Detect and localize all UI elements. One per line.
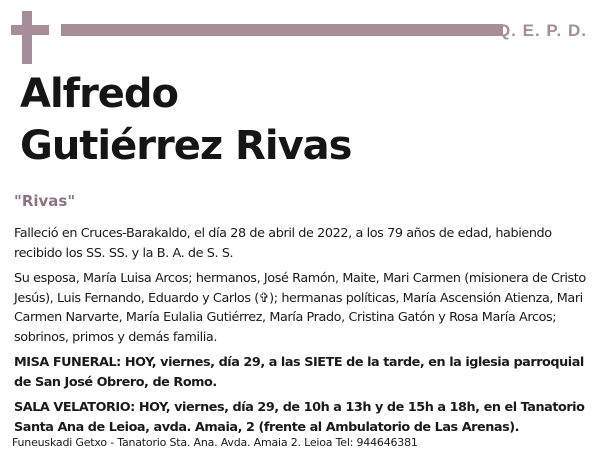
first-name: Alfredo (20, 71, 179, 117)
header-divider (61, 24, 503, 36)
nickname: "Rivas" (14, 192, 76, 210)
death-notice: Falleció en Cruces-Barakaldo, el día 28 de abril de 2022, a los 79 años de edad, habiendo recibido los SS. SS. y la B. A. de S. S. (14, 226, 552, 261)
cross-icon (11, 11, 49, 64)
obituary-body (14, 224, 586, 443)
deceased-name (20, 68, 351, 172)
family-notice: Su esposa, María Luisa Arcos; hermanos, José Ramón, Maite, Mari Carmen (misionera de Cristo Jesús), Luis Fernando, Eduardo y Carlos (✞); hermanas políticas, María Ascensión Atienza, Mari Carmen Narvarte, María Eulalia Gutiérrez, María Prado, Cristina Gatón y Rosa María Arcos; sobrinos, primos y demás familia. (14, 271, 586, 345)
surnames: Gutiérrez Rivas (20, 123, 352, 169)
funeral-home-footer: Funeuskadi Getxo - Tanatorio Sta. Ana. Avda. Amaia 2. Leioa Tel: 944646381 (12, 436, 418, 449)
wake-room: SALA VELATORIO: HOY, viernes, día 29, de 10h a 13h y de 15h a 18h, en el Tanatorio Santa Ana de Leioa, avda. Amaia, 2 (frente al Ambulatorio de Las Arenas). (14, 400, 585, 435)
funeral-mass: MISA FUNERAL: HOY, viernes, día 29, a las SIETE de la tarde, en la iglesia parroquial de San José Obrero, de Romo. (14, 355, 584, 390)
qepd-label: Q. E. P. D. (496, 21, 587, 40)
